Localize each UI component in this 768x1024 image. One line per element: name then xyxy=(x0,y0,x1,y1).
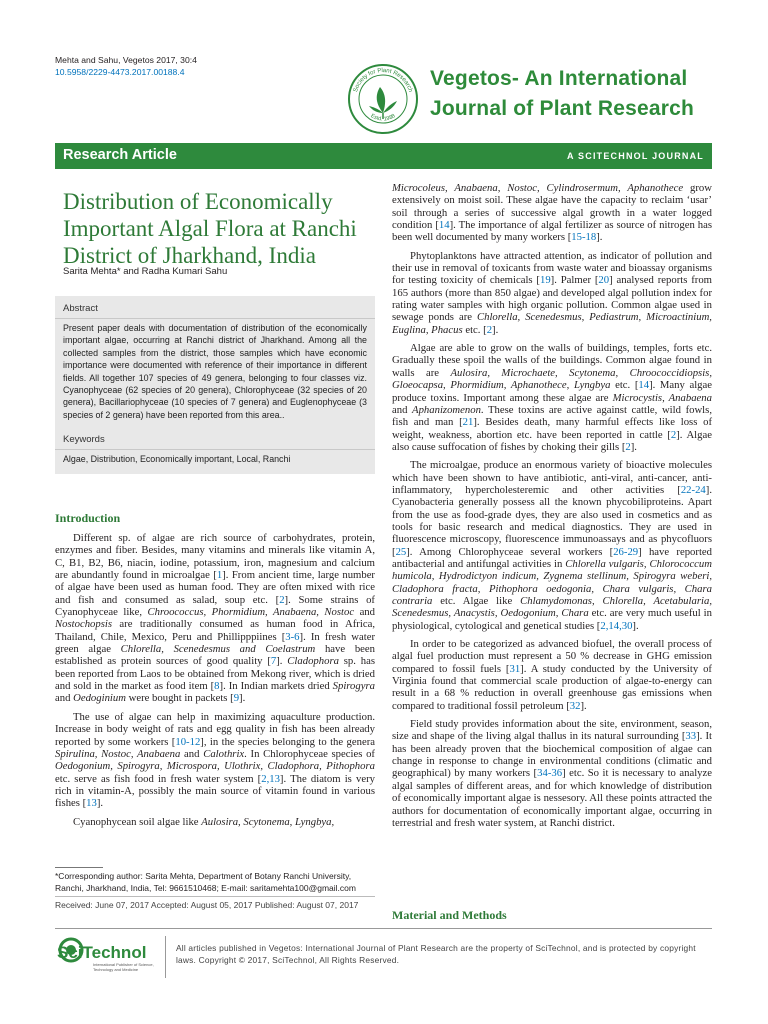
article-title xyxy=(63,188,373,269)
paragraph: Field study provides information about the site, environment, season, size and shape of the living algal thallus in its natural surrounding [33]. It has been already proven that the biochemical composition of algae can change in response to change in environmental conditions (climatic and geographical) by many workers [34-36] etc. So it is necessary to analyze algal samples of different areas, and for which knowledge of distribution of economically important algae is nessesory. All these points attracted the authors for documentation of economically important algae, occurring in terrestrial and fresh water system, at Ranchi district. xyxy=(392,718,712,829)
citation-block xyxy=(55,54,315,78)
article-type-bar xyxy=(55,143,712,169)
citation-text: Mehta and Sahu, Vegetos 2017, 30:4 xyxy=(55,55,197,65)
authors: Sarita Mehta* and Radha Kumari Sahu xyxy=(63,266,228,277)
introduction-heading: Introduction xyxy=(55,511,121,525)
title-line-3: District of Jharkhand, India xyxy=(63,243,316,268)
society-seal-logo xyxy=(347,63,419,135)
footnote xyxy=(55,870,375,894)
paragraph: Phytoplanktons have attracted attention, as indicator of pollution and their use in removal of toxicants from waste water and bioassay organisms for testing toxicity of chemicals [19]. Palmer [20] analysed reports from 165 authors (more than 850 algae) and developed algal pollution index for rating water samples with high organic pollution. Common algae used in sewage ponds are Chlorella, Scenedesmus, Pediastrum, Microactinium, Euglina, Phacus etc. [2]. xyxy=(392,249,712,336)
journal-line-1: Vegetos- An International xyxy=(430,67,688,90)
copyright-notice: All articles published in Vegetos: International Journal of Plant Research are the property of SciTechnol, and is protected by copyright laws. Copyright © 2017, SciTechnol, All Rights Reserved. xyxy=(176,943,696,965)
logo-tagline-1: International Publisher of Science, xyxy=(93,962,154,967)
keywords-text: Algae, Distribution, Economically important, Local, Ranchi xyxy=(63,454,291,464)
logo-name: SciTechnol xyxy=(57,943,147,962)
materials-methods-heading: Material and Methods xyxy=(392,908,507,922)
article-type-label: Research Article xyxy=(63,147,177,163)
scitechnol-logo xyxy=(55,934,160,980)
seal-text-top: Society for Plant Research xyxy=(352,67,414,94)
doi-link[interactable]: 10.5958/2229-4473.2017.00188.4 xyxy=(55,67,185,77)
abstract-text: Present paper deals with documentation of distribution of the economically important algae, occurring at Ranchi district of Jharkhand. Among all the collected samples from the district, those samples which have economic importance were documented with reference of their importance in different fields. All together 107 species of 49 genera, belonging to four classes viz. Cyanophyceae (62 species of 20 genera), Chlorophyceae (32 species of 20 genera), Bacillariophyceae (10 species of 7 genera) and Euglenophyceae (3 species of 2 genera) have been reported from this area.. xyxy=(63,323,367,420)
seal-text-bottom: Estd. 1988 xyxy=(369,113,397,123)
article-dates: Received: June 07, 2017 Accepted: August 05, 2017 Published: August 07, 2017 xyxy=(55,900,359,910)
title-line-2: Important Algal Flora at Ranchi xyxy=(63,216,357,241)
paragraph: In order to be categorized as advanced biofuel, the overall process of algal fuel production must represent a 50 % decrease in GHG emission compared to fossil fuels [31]. A study conducted by the University of Virginia found that commercial scale production of algae-to-energy can result in a 68 % reduction in overall greenhouse gas emissions when compared to traditional fossil petroleum [32]. xyxy=(392,638,712,712)
publisher-label: A SCITECHNOL JOURNAL xyxy=(566,151,704,161)
corresponding-author: *Corresponding author: Sarita Mehta, Department of Botany Ranchi University, Ranchi, Jharkhand, India, Tel: 9661510468; E-mail: saritamehta100@gmail.com xyxy=(55,871,356,893)
paragraph: The microalgae, produce an enormous variety of bioactive molecules which have been shown to have antibiotic, anti-viral, anti-cancer, anti-inflammatory, hypercholesteremic and other activities [22-24]. Cyanobacteria generally possess all the known phycobiliproteins. Apart from the use as food-grade dyes, they are also used in cosmetics and as tools for basic research and medical diagnostics. They are used in fluorescence microscopy, fluorescence immunoassays and as phycofluors [25]. Among Chlorophyceae several workers [26-29] have reported antibacterial and antifungal activities in Chlorella vulgaris, Chlorococcum humicola, Hydrodictyon indicum, Zygnema stellinum, Spirogyra weberi, Cladophora fracta, Pithophora oedogonia, Chara vulgaris, Chara contraria etc. Algae like Chlamydomonas, Chlorella, Acetabularia, Scenedesmus, Anacystis, Oedogonium, Chara etc. are very much useful in physiological, cytological and genetical studies [2,14,30]. xyxy=(392,459,712,632)
journal-line-2: Journal of Plant Research xyxy=(430,97,695,120)
paragraph: Cyanophycean soil algae like Aulosira, Scytonema, Lyngbya, xyxy=(73,815,335,828)
paragraph: Algae are able to grow on the walls of buildings, temples, forts etc. Gradually these spoil the walls of the buildings. Common algae found in walls are Aulosira, Microchaete, Scytonema, Chroococcidiopsis, Gloeocapsa, Phormidium, Aphanothece, Lyngbya etc. [14]. Many algae produce toxins. Important among these algae are Microcystis, Anabaena and Aphanizomenon. These toxins are active against cattle, wild fowls, fish and man [21]. Besides death, many harmful effects like loss of weight, weakness, abortion etc. have been reported in cattle [2]. Algae also cause suffocation of fishes by choking their gills [2]. xyxy=(392,342,713,453)
logo-tagline-2: Technology and Medicine xyxy=(93,967,139,972)
introduction-body xyxy=(55,532,375,834)
title-line-1: Distribution of Economically xyxy=(63,189,333,214)
right-column-body xyxy=(392,182,712,835)
abstract-box xyxy=(55,296,375,474)
paragraph: Different sp. of algae are rich source of carbohydrates, protein, enzymes and fiber. Besides, many vitamins and minerals like vitamin A, C, B1, B2, B6, niacin, iodine, potassium, iron, magnesium and calcium are abundantly found in microalgae [1]. From ancient time, large number of algae have been used as human food. They are often mixed with rice and fish and consumed as salad, soup etc. [2]. Some strains of Cyanophyceae like, Chroococcus, Phormidium, Anabaena, Nostoc and Nostochopsis are traditionally consumed as human food in Africa, Thailand, Chile, Mexico, Peru and Phillipppiines [3-6]. In fresh water green algae Chlorella, Scenedesmus and Coelastrum have been established as protein sources of good quality [7]. Cladophora sp. has been reported from Laos to be obtained from Mekong river, which is dried and sold in the market as food item [8]. In Indian markets dried Spirogyra and Oedoginium were bought in packets [9]. xyxy=(55,532,375,705)
keywords-label: Keywords xyxy=(63,434,105,445)
abstract-label: Abstract xyxy=(63,303,98,314)
paragraph: The use of algae can help in maximizing aquaculture production. Increase in body weight of rats and egg quality in fish has been already reported by some workers [10-12], in the species belonging to the genera Spirulina, Nostoc, Anabaena and Calothrix. In Chlorophyceae species of Oedogonium, Spirogyra, Microspora, Ulothrix, Cladophora, Pithophora etc. serve as fish food in fresh water system [2,13]. The diatom is very rich in vitamin-A, possibly the main source of vitamin found in various fishes [13]. xyxy=(55,710,375,810)
journal-name xyxy=(430,64,750,124)
paragraph: Microcoleus, Anabaena, Nostoc, Cylindrosermum, Aphanothece grow extensively on moist soil. These algae have the capacity to reclaim ‘usar’ soil through a series of successive algal growth in a water logged condition [14]. The importance of algal fertilizer as source of nitrogen has been well documented by many workers [15-18]. xyxy=(392,182,712,244)
